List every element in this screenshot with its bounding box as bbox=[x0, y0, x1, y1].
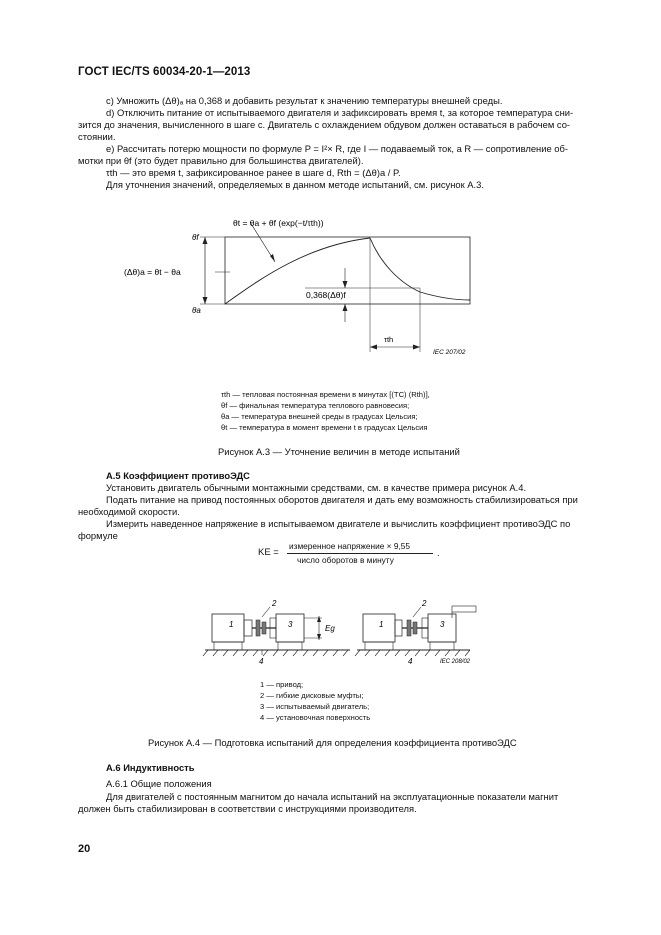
legend-a4-item: 1 — привод; bbox=[260, 680, 304, 689]
formula-ke-denominator: число оборотов в минуту bbox=[297, 555, 394, 565]
label-3-right: 3 bbox=[440, 620, 445, 629]
drive-body bbox=[212, 614, 244, 642]
page-number: 20 bbox=[78, 843, 91, 855]
iec-ref-207: IEC 207/02 bbox=[433, 349, 466, 356]
label-2-left: 2 bbox=[272, 599, 277, 608]
label-tau-th: τth bbox=[384, 335, 394, 344]
label-0368: 0,368(Δθ)f bbox=[306, 290, 346, 300]
legend-a3-item: θf — финальная температура теплового равновесия; bbox=[221, 401, 410, 410]
a5-paragraph-2-line1: Подать питание на привод постоянных оборотов двигателя и дать ему возможность стабилизироваться при bbox=[106, 494, 578, 505]
formula-period: . bbox=[437, 547, 440, 558]
label-2-right: 2 bbox=[422, 599, 427, 608]
step-d-line3: стоянии. bbox=[78, 131, 116, 142]
a6-paragraph-line2: должен быть стабилизирован в соответствии с инструкциями производителя. bbox=[78, 803, 417, 814]
instrument-icon bbox=[452, 606, 476, 612]
label-3-left: 3 bbox=[288, 620, 293, 629]
step-e-line1: e) Рассчитать потерю мощности по формуле P = I²× R, где I — подаваемый ток, а R — сопротивление об- bbox=[106, 143, 568, 154]
refine-paragraph: Для уточнения значений, определяемых в данном методе испытаний, см. рисунок A.3. bbox=[106, 179, 484, 190]
step-e-line2: мотки при θf (это будет правильно для большинства двигателей). bbox=[78, 155, 364, 166]
label-1-left: 1 bbox=[229, 620, 234, 629]
legend-a3-item: τth — тепловая постоянная времени в минутах [(TC) (Rth)], bbox=[221, 390, 430, 399]
legend-a4-item: 2 — гибкие дисковые муфты; bbox=[260, 691, 364, 700]
step-c: c) Умножить (Δθ)ₐ на 0,368 и добавить результат к значению температуры внешней среды. bbox=[106, 95, 503, 106]
label-delta-theta: (Δθ)a = θt − θa bbox=[124, 267, 181, 277]
legend-a4-item: 3 — испытываемый двигатель; bbox=[260, 702, 370, 711]
label-4-left: 4 bbox=[259, 657, 264, 666]
legend-a3-item: θt — температура в момент времени t в градусах Цельсия bbox=[221, 423, 428, 432]
a6-paragraph-line1: Для двигателей с постоянным магнитом до начала испытаний на эксплуатационные показатели магнит bbox=[106, 791, 559, 802]
step-d-line2: зится до значения, вычисленного в шаге c. Двигатель с охлаждением обдувом должен оставаться в рабочем со- bbox=[78, 119, 571, 130]
a5-paragraph-2-line2: необходимой скорости. bbox=[78, 506, 180, 517]
formula-ke-numerator: измеренное напряжение × 9,55 bbox=[289, 541, 410, 551]
label-4-right: 4 bbox=[408, 657, 413, 666]
figure-a4-caption: Рисунок A.4 — Подготовка испытаний для определения коэффициента противоЭДС bbox=[148, 737, 517, 748]
a5-paragraph-1: Установить двигатель обычными монтажными средствами, см. в качестве примера рисунок A.4. bbox=[106, 482, 527, 493]
formula-theta-t: θt = θa + θf (exp(−t/τth)) bbox=[233, 218, 324, 228]
a5-paragraph-3-line2: формуле bbox=[78, 530, 118, 541]
setup-with-instrument bbox=[355, 606, 476, 656]
section-a6-heading: A.6 Индуктивность bbox=[106, 762, 195, 773]
iec-ref-208: IEC 208/02 bbox=[440, 659, 471, 665]
figure-a3-caption: Рисунок A.3 — Уточнение величин в методе испытаний bbox=[218, 446, 460, 457]
section-a5-heading: A.5 Коэффициент противоЭДС bbox=[106, 470, 250, 481]
legend-a4-item: 4 — установочная поверхность bbox=[260, 713, 371, 722]
legend-a3-item: θa — температура внешней среды в градусах Цельсия; bbox=[221, 412, 418, 421]
label-1-right: 1 bbox=[379, 620, 384, 629]
section-a6-1-heading: A.6.1 Общие положения bbox=[106, 778, 212, 789]
label-eg: Eg bbox=[325, 624, 335, 633]
label-theta-a: θa bbox=[192, 306, 201, 315]
formula-ke-lhs: KE = bbox=[258, 547, 279, 558]
document-header: ГОСТ IEC/TS 60034-20-1—2013 bbox=[78, 66, 251, 78]
step-d-line1: d) Отключить питание от испытываемого двигателя и зафиксировать время t, за которое температура сни- bbox=[106, 107, 574, 118]
coupling bbox=[256, 620, 260, 636]
tau-definition: τth — это время t, зафиксированное ранее в шаге d, Rth = (Δθ)a / P. bbox=[106, 167, 401, 178]
label-theta-f: θf bbox=[192, 233, 199, 242]
a5-paragraph-3-line1: Измерить наведенное напряжение в испытываемом двигателе и вычислить коэффициент противоЭДС по bbox=[106, 518, 571, 529]
